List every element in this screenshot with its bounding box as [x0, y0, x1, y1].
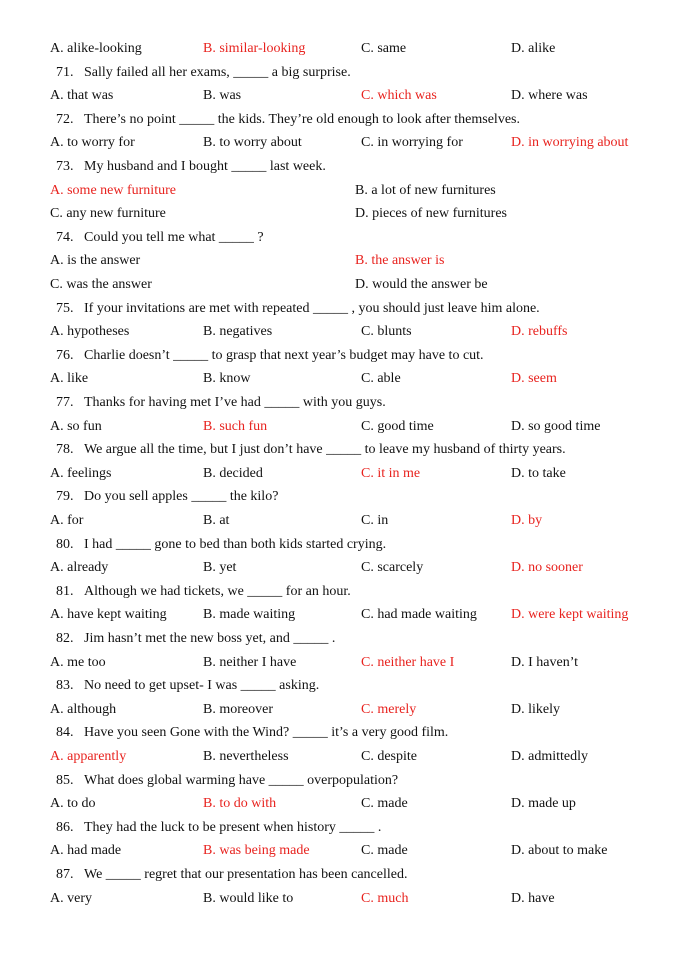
- question-stem: There’s no point _____ the kids. They’re old enough to look after themselves.: [84, 111, 520, 127]
- question-row: [0, 227, 700, 249]
- options-row: [0, 793, 700, 815]
- options-row: [0, 38, 700, 60]
- answer-option: C. made: [361, 843, 408, 859]
- answer-option: C. in: [361, 513, 389, 528]
- question-text: [56, 581, 351, 603]
- answer-option: C. made: [361, 796, 408, 812]
- answer-option-correct: D. rebuffs: [511, 324, 568, 340]
- answer-option-correct: B. similar-looking: [203, 41, 306, 56]
- answer-option-correct: C. much: [361, 890, 409, 906]
- answer-option-correct: C. it in me: [361, 465, 421, 481]
- question-number: 86.: [56, 819, 74, 835]
- answer-option: C. same: [361, 41, 407, 56]
- question-number: 78.: [56, 442, 74, 458]
- answer-option: C. blunts: [361, 324, 412, 340]
- answer-option: A. like: [50, 371, 89, 387]
- answer-option: A. had made: [50, 843, 122, 859]
- question-row: [0, 534, 700, 556]
- question-stem: Thanks for having met I’ve had _____ with you guys.: [84, 395, 386, 410]
- answer-option: B. nevertheless: [203, 749, 289, 764]
- question-stem: Could you tell me what _____ ?: [84, 229, 264, 245]
- answer-option: D. to take: [511, 465, 566, 481]
- answer-option-correct: D. no sooner: [511, 560, 583, 576]
- question-text: [56, 675, 319, 697]
- answer-option-correct: C. which was: [361, 88, 437, 104]
- question-row: [0, 62, 700, 84]
- answer-option: A. to do: [50, 796, 96, 812]
- answer-option-correct: C. merely: [361, 701, 417, 717]
- question-number: 71.: [56, 64, 74, 80]
- options-row: [0, 888, 700, 910]
- answer-option: D. likely: [511, 701, 560, 717]
- question-row: [0, 628, 700, 650]
- answer-option: B. was: [203, 88, 242, 104]
- answer-option: A. me too: [50, 654, 106, 670]
- answer-option-correct: B. was being made: [203, 843, 310, 859]
- answer-option: D. about to make: [511, 843, 608, 859]
- question-row: [0, 722, 700, 744]
- answer-option: A. although: [50, 701, 117, 717]
- question-row: [0, 581, 700, 603]
- answer-option-correct: D. were kept waiting: [511, 607, 629, 623]
- question-text: [56, 534, 386, 556]
- question-stem: They had the luck to be present when history _____ .: [84, 819, 382, 835]
- question-text: [56, 770, 398, 792]
- question-text: [56, 345, 484, 367]
- question-row: [0, 298, 700, 320]
- question-row: [0, 817, 700, 839]
- answer-option: B. neither I have: [203, 654, 297, 670]
- answer-option: B. yet: [203, 560, 237, 576]
- question-text: [56, 156, 326, 178]
- question-row: [0, 345, 700, 367]
- question-text: [56, 227, 264, 249]
- answer-option: B. decided: [203, 465, 263, 481]
- question-row: [0, 439, 700, 461]
- question-text: [56, 628, 335, 650]
- answer-option-correct: D. in worrying about: [511, 135, 629, 151]
- question-number: 76.: [56, 347, 74, 363]
- options-row: [0, 85, 700, 107]
- answer-option: A. is the answer: [50, 253, 141, 269]
- question-text: [56, 439, 566, 461]
- answer-option: A. for: [50, 513, 84, 528]
- question-number: 83.: [56, 678, 74, 694]
- answer-option: C. scarcely: [361, 560, 424, 576]
- question-row: [0, 675, 700, 697]
- question-text: [56, 864, 407, 886]
- answer-option-correct: A. some new furniture: [50, 182, 176, 198]
- question-stem: I had _____ gone to bed than both kids started crying.: [84, 536, 387, 552]
- question-text: [56, 486, 278, 508]
- answer-option: A. very: [50, 890, 92, 906]
- question-text: [56, 817, 381, 839]
- answer-option-correct: A. apparently: [50, 749, 127, 764]
- answer-option: D. pieces of new furnitures: [355, 206, 508, 222]
- options-row: [0, 368, 700, 390]
- question-number: 84.: [56, 725, 74, 741]
- answer-option: C. any new furniture: [50, 206, 166, 222]
- options-row: [0, 604, 700, 626]
- question-stem: We _____ regret that our presentation has been cancelled.: [84, 867, 408, 882]
- options-row: [0, 463, 700, 485]
- options-row: [0, 652, 700, 674]
- question-number: 81.: [56, 583, 74, 599]
- question-number: 85.: [56, 772, 74, 788]
- question-row: [0, 392, 700, 414]
- answer-option: C. in worrying for: [361, 135, 463, 151]
- answer-option: B. negatives: [203, 324, 273, 340]
- question-number: 75.: [56, 300, 74, 316]
- answer-option: B. know: [203, 371, 251, 387]
- answer-option: C. was the answer: [50, 277, 152, 292]
- question-number: 74.: [56, 229, 74, 245]
- question-stem: Do you sell apples _____ the kilo?: [84, 489, 279, 505]
- question-stem: My husband and I bought _____ last week.: [84, 159, 326, 174]
- answer-option: D. where was: [511, 88, 588, 104]
- options-row: [0, 840, 700, 862]
- answer-option-correct: B. such fun: [203, 418, 268, 434]
- answer-option: C. had made waiting: [361, 607, 477, 623]
- answer-option: B. a lot of new furnitures: [355, 182, 496, 198]
- answer-option: D. would the answer be: [355, 277, 488, 292]
- question-text: [56, 62, 351, 84]
- answer-option: A. hypotheses: [50, 324, 130, 340]
- options-row: [0, 274, 700, 296]
- question-number: 72.: [56, 111, 74, 127]
- options-row: [0, 699, 700, 721]
- answer-option: A. feelings: [50, 465, 112, 481]
- question-stem: No need to get upset- I was _____ asking.: [84, 678, 320, 694]
- question-row: [0, 486, 700, 508]
- answer-option-correct: D. by: [511, 513, 543, 528]
- options-row: [0, 132, 700, 154]
- question-text: [56, 298, 540, 320]
- answer-option: D. so good time: [511, 418, 601, 434]
- question-number: 73.: [56, 159, 74, 174]
- question-stem: If your invitations are met with repeated _____ , you should just leave him alone.: [84, 300, 540, 316]
- answer-option: C. good time: [361, 418, 434, 434]
- question-text: [56, 109, 520, 131]
- answer-option: D. made up: [511, 796, 576, 812]
- question-text: [56, 722, 448, 744]
- question-number: 77.: [56, 395, 74, 410]
- question-number: 79.: [56, 489, 74, 505]
- answer-option: A. have kept waiting: [50, 607, 167, 623]
- answer-option: B. to worry about: [203, 135, 302, 151]
- answer-option: B. moreover: [203, 701, 273, 717]
- answer-option: B. made waiting: [203, 607, 296, 623]
- question-number: 80.: [56, 536, 74, 552]
- answer-option: B. at: [203, 513, 230, 528]
- options-row: [0, 416, 700, 438]
- options-row: [0, 510, 700, 532]
- answer-option-correct: C. neither have I: [361, 654, 455, 670]
- answer-option: A. already: [50, 560, 109, 576]
- answer-option: D. have: [511, 890, 555, 906]
- answer-option-correct: B. to do with: [203, 796, 277, 812]
- question-stem: We argue all the time, but I just don’t have _____ to leave my husband of thirty years.: [84, 442, 566, 458]
- question-text: [56, 392, 386, 414]
- options-row: [0, 203, 700, 225]
- answer-option-correct: D. seem: [511, 371, 557, 387]
- answer-option: A. so fun: [50, 418, 102, 434]
- question-number: 87.: [56, 867, 74, 882]
- question-row: [0, 864, 700, 886]
- question-row: [0, 156, 700, 178]
- question-stem: Jim hasn’t met the new boss yet, and _____ .: [84, 631, 336, 646]
- answer-option: C. despite: [361, 749, 417, 764]
- options-row: [0, 180, 700, 202]
- question-stem: Although we had tickets, we _____ for an hour.: [84, 583, 351, 599]
- question-stem: Have you seen Gone with the Wind? _____ it’s a very good film.: [84, 725, 449, 741]
- answer-option: D. I haven’t: [511, 654, 578, 670]
- options-row: [0, 250, 700, 272]
- question-stem: Charlie doesn’t _____ to grasp that next year’s budget may have to cut.: [84, 347, 484, 363]
- answer-option: D. admittedly: [511, 749, 588, 764]
- options-row: [0, 557, 700, 579]
- question-stem: What does global warming have _____ overpopulation?: [84, 772, 399, 788]
- answer-option: C. able: [361, 371, 401, 387]
- answer-option: A. that was: [50, 88, 114, 104]
- answer-option: D. alike: [511, 41, 556, 56]
- answer-option: B. would like to: [203, 890, 294, 906]
- question-row: [0, 109, 700, 131]
- answer-option: A. to worry for: [50, 135, 135, 151]
- options-row: [0, 321, 700, 343]
- question-row: [0, 770, 700, 792]
- answer-option-correct: B. the answer is: [355, 253, 445, 269]
- question-stem: Sally failed all her exams, _____ a big surprise.: [84, 64, 351, 80]
- options-row: [0, 746, 700, 768]
- answer-option: A. alike-looking: [50, 41, 142, 56]
- question-number: 82.: [56, 631, 74, 646]
